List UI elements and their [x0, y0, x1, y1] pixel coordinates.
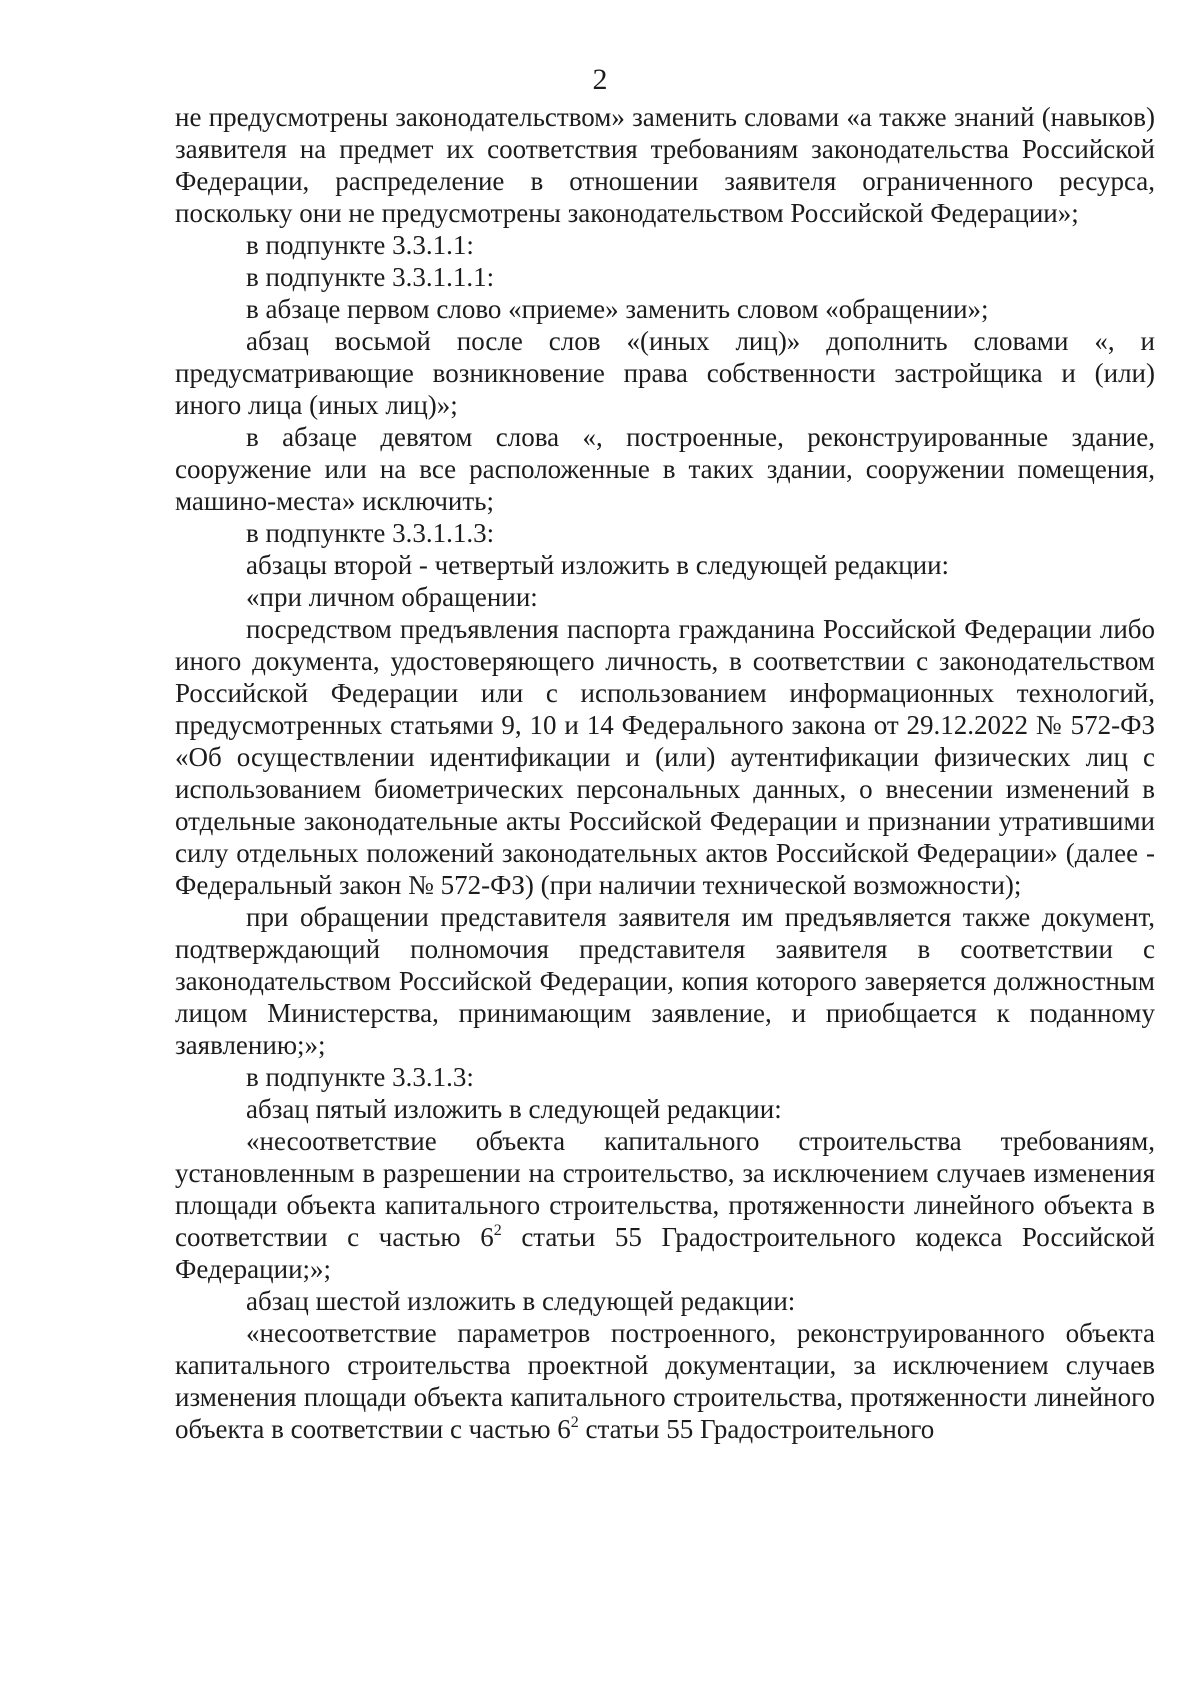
paragraph — [175, 1125, 1155, 1285]
paragraph-text-tail: статьи 55 Градостроительного — [578, 1414, 935, 1444]
paragraph-text-tail: статьи 55 Градостроительного кодекса Российской Федерации;»; — [175, 1222, 1155, 1284]
paragraph: в подпункте 3.3.1.3: — [246, 1062, 474, 1092]
paragraph: посредством предъявления паспорта гражданина Российской Федерации либо иного документа, удостоверяющего личность, в соответствии с законодательством Российской Федерации или с использованием информационных технологий, предусмотренных статьями 9, 10 и 14 Федерального закона от 29.12.2022 № 572-ФЗ «Об осуществлении идентификации и (или) аутентификации физических лиц с использованием биометрических персональных данных, о внесении изменений в отдельные законодательные акты Российской Федерации и признании утратившими силу отдельных положений законодательных актов Российской Федерации» (далее - Федеральный закон № 572-ФЗ) (при наличии технической возможности); — [175, 614, 1155, 900]
paragraph: абзацы второй - четвертый изложить в следующей редакции: — [246, 550, 950, 580]
paragraph: абзац восьмой после слов «(иных лиц)» дополнить словами «, и предусматривающие возникновение права собственности застройщика и (или) иного лица (иных лиц)»; — [175, 326, 1155, 420]
paragraph-text: «несоответствие объекта капитального строительства требованиям, установленным в разрешении на строительство, за исключением случаев изменения площади объекта капитального строительства, протяженности линейного объекта в соответствии с частью 6 — [175, 1126, 1155, 1252]
paragraph: в подпункте 3.3.1.1: — [246, 230, 474, 260]
paragraph — [175, 1317, 1155, 1445]
paragraph: в абзаце первом слово «приеме» заменить словом «обращении»; — [246, 294, 989, 324]
paragraph: при обращении представителя заявителя им предъявляется также документ, подтверждающий полномочия представителя заявителя в соответствии с законодательством Российской Федерации, копия которого заверяется должностным лицом Министерства, принимающим заявление, и приобщается к поданному заявлению;»; — [175, 902, 1155, 1060]
paragraph: «при личном обращении: — [246, 582, 538, 612]
paragraph: в подпункте 3.3.1.1.3: — [246, 518, 495, 548]
document-body — [175, 101, 1155, 1445]
paragraph: абзац шестой изложить в следующей редакции: — [246, 1286, 796, 1316]
page-number: 2 — [592, 63, 608, 96]
paragraph: в абзаце девятом слова «, построенные, реконструированные здание, сооружение или на все расположенные в таких здании, сооружении помещения, машино-места» исключить; — [175, 422, 1155, 516]
paragraph-text: «несоответствие параметров построенного, реконструированного объекта капитального строительства проектной документации, за исключением случаев изменения площади объекта капитального строительства, протяженности линейного объекта в соответствии с частью 6 — [175, 1318, 1155, 1444]
paragraph: не предусмотрены законодательством» заменить словами «а также знаний (навыков) заявителя на предмет их соответствия требованиям законодательства Российской Федерации, распределение в отношении заявителя ограниченного ресурса, поскольку они не предусмотрены законодательством Российской Федерации»; — [175, 102, 1155, 228]
superscript: 2 — [570, 1414, 579, 1431]
paragraph: в подпункте 3.3.1.1.1: — [246, 262, 495, 292]
paragraph: абзац пятый изложить в следующей редакции: — [246, 1094, 782, 1124]
superscript: 2 — [493, 1222, 502, 1239]
